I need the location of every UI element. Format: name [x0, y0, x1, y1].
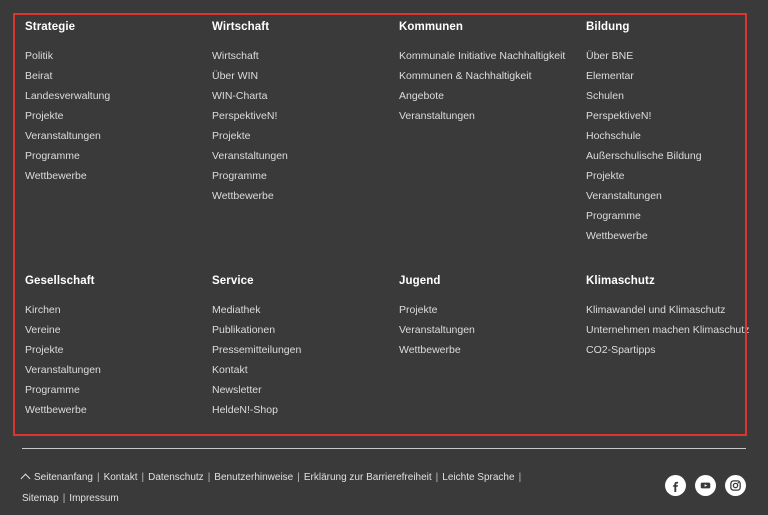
- footer-separator: |: [518, 472, 522, 483]
- sitemap-link[interactable]: Über BNE: [586, 50, 634, 62]
- sitemap-link[interactable]: Vereine: [25, 324, 61, 336]
- sitemap-link[interactable]: Pressemitteilungen: [212, 344, 302, 356]
- youtube-icon[interactable]: [695, 475, 716, 496]
- sitemap-link[interactable]: Politik: [25, 50, 54, 62]
- sitemap-link[interactable]: HeldeN!-Shop: [212, 404, 278, 416]
- footer-links: [22, 467, 525, 509]
- footer-line-one: [22, 467, 525, 488]
- footer-link-kontakt[interactable]: Kontakt: [103, 472, 138, 483]
- sitemap-column-klimaschutz: [586, 274, 761, 424]
- sitemap-link[interactable]: Hochschule: [586, 130, 641, 142]
- chevron-up-icon: [22, 472, 31, 481]
- sitemap-link[interactable]: Veranstaltungen: [399, 110, 475, 122]
- sitemap-link[interactable]: Landesverwaltung: [25, 90, 111, 102]
- sitemap-column-gesellschaft: [25, 274, 212, 424]
- sitemap-link[interactable]: Veranstaltungen: [212, 150, 288, 162]
- sitemap-link[interactable]: Projekte: [399, 304, 438, 316]
- sitemap-link[interactable]: Wirtschaft: [212, 50, 259, 62]
- sitemap-column-strategie: [25, 20, 212, 270]
- sitemap-link[interactable]: Über WIN: [212, 70, 259, 82]
- column-heading: Service: [212, 275, 254, 287]
- sitemap-link[interactable]: Programme: [586, 210, 641, 222]
- sitemap-link[interactable]: Kommunale Initiative Nachhaltigkeit: [399, 50, 566, 62]
- sitemap-link[interactable]: Wettbewerbe: [586, 230, 648, 242]
- footer-link-leichte-sprache[interactable]: Leichte Sprache: [442, 472, 515, 483]
- facebook-icon[interactable]: [665, 475, 686, 496]
- sitemap-link[interactable]: Elementar: [586, 70, 634, 82]
- column-heading: Bildung: [586, 21, 630, 33]
- sitemap-link[interactable]: Veranstaltungen: [25, 130, 101, 142]
- footer-bar: [0, 455, 768, 515]
- sitemap-column-kommunen: [399, 20, 586, 270]
- footer-separator: |: [62, 493, 66, 504]
- footer-separator: |: [141, 472, 145, 483]
- social-icons: [665, 475, 746, 496]
- instagram-icon[interactable]: [725, 475, 746, 496]
- sitemap-link[interactable]: Programme: [212, 170, 267, 182]
- sitemap-link[interactable]: Newsletter: [212, 384, 262, 396]
- sitemap-link[interactable]: Mediathek: [212, 304, 261, 316]
- sitemap-column-jugend: [399, 274, 586, 424]
- sitemap-link[interactable]: Wettbewerbe: [25, 404, 87, 416]
- footer-link-sitemap[interactable]: Sitemap: [22, 493, 59, 504]
- sitemap-link[interactable]: Wettbewerbe: [399, 344, 461, 356]
- sitemap-row-two: [25, 274, 750, 424]
- footer-separator: |: [96, 472, 100, 483]
- footer-divider: [22, 448, 746, 449]
- sitemap-link[interactable]: Projekte: [25, 344, 64, 356]
- sitemap-link[interactable]: Veranstaltungen: [586, 190, 662, 202]
- sitemap-link[interactable]: PerspektiveN!: [212, 110, 278, 122]
- sitemap-link[interactable]: Außerschulische Bildung: [586, 150, 702, 162]
- sitemap-link[interactable]: Wettbewerbe: [25, 170, 87, 182]
- column-heading: Klimaschutz: [586, 275, 655, 287]
- sitemap-link[interactable]: CO2-Spartipps: [586, 344, 656, 356]
- sitemap-link[interactable]: PerspektiveN!: [586, 110, 652, 122]
- sitemap-link[interactable]: Veranstaltungen: [399, 324, 475, 336]
- sitemap-link[interactable]: Publikationen: [212, 324, 276, 336]
- column-heading: Kommunen: [399, 21, 464, 33]
- sitemap-link[interactable]: WIN-Charta: [212, 90, 268, 102]
- column-heading: Jugend: [399, 275, 441, 287]
- footer-separator: |: [297, 472, 300, 483]
- column-heading: Gesellschaft: [25, 275, 95, 287]
- sitemap-link[interactable]: Projekte: [586, 170, 625, 182]
- sitemap-link[interactable]: Schulen: [586, 90, 624, 102]
- footer-separator: |: [207, 472, 211, 483]
- sitemap-link[interactable]: Kommunen & Nachhaltigkeit: [399, 70, 532, 82]
- sitemap-column-bildung: [586, 20, 761, 270]
- sitemap-row-one: [25, 20, 746, 270]
- sitemap-column-service: [212, 274, 399, 424]
- sitemap-link[interactable]: Klimawandel und Klimaschutz: [586, 304, 726, 316]
- sitemap-link[interactable]: Unternehmen machen Klimaschutz: [586, 324, 750, 336]
- sitemap-link[interactable]: Programme: [25, 384, 80, 396]
- sitemap-link[interactable]: Angebote: [399, 90, 444, 102]
- footer-link-barrierefreiheit[interactable]: Erklärung zur Barrierefreiheit: [303, 472, 432, 483]
- column-heading: Wirtschaft: [212, 21, 270, 33]
- sitemap-link[interactable]: Beirat: [25, 70, 53, 82]
- footer-link-impressum[interactable]: Impressum: [69, 493, 119, 504]
- column-heading: Strategie: [25, 21, 76, 33]
- sitemap-link[interactable]: Kontakt: [212, 364, 248, 376]
- footer-link-datenschutz[interactable]: Datenschutz: [148, 472, 204, 483]
- sitemap-link[interactable]: Wettbewerbe: [212, 190, 274, 202]
- footer-line-two: [22, 488, 525, 509]
- sitemap-link[interactable]: Projekte: [25, 110, 64, 122]
- sitemap-link[interactable]: Veranstaltungen: [25, 364, 101, 376]
- sitemap-link[interactable]: Projekte: [212, 130, 251, 142]
- sitemap-column-wirtschaft: [212, 20, 399, 270]
- footer-link-seitenanfang[interactable]: Seitenanfang: [34, 472, 93, 483]
- sitemap-link[interactable]: Programme: [25, 150, 80, 162]
- footer-separator: |: [435, 472, 439, 483]
- footer-link-benutzerhinweise[interactable]: Benutzerhinweise: [214, 472, 294, 483]
- sitemap-link[interactable]: Kirchen: [25, 304, 61, 316]
